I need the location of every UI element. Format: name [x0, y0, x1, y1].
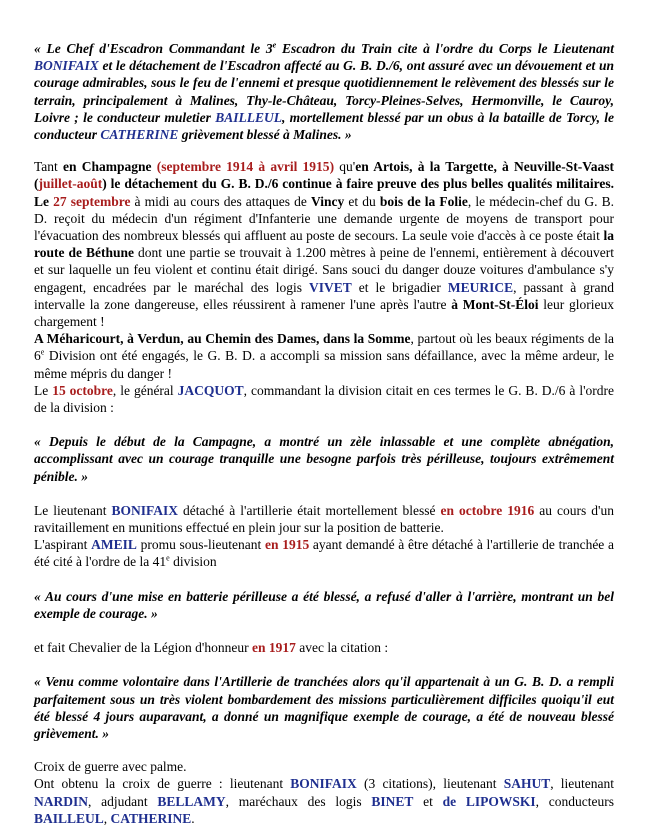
citation-legion-quote: « Venu comme volontaire dans l'Artillerie de tranchées alors qu'il appartenait à un G. B. D. a rempli parfaitement sous un très violent bombardement des missions particulièrement difficiles quoiqu'il eut été blessé 4 jours auparavant, a donné un magnifique exemple de courage, a été de nouveau blessé grièvement. » [34, 674, 614, 741]
text-run: , conducteurs [535, 793, 614, 809]
person-name: CATHERINE [100, 127, 179, 143]
person-name: BAILLEUL [215, 109, 282, 125]
text-run: , [315, 331, 323, 347]
person-name: BONIFAIX [290, 776, 357, 792]
text-run: Division ont été engagés, le G. B. D. a accompli sa mission sans défaillance, avec la même ardeur, le même mépris du danger ! [34, 348, 614, 381]
text-run: , [493, 159, 503, 175]
text-run: au cours d'un ravitaillement en munitions effectué en plein jour sur la position de batterie. [34, 502, 614, 536]
place-name: dans la Somme [322, 331, 411, 347]
text-run: , lieutenant [550, 776, 615, 792]
date-range: juillet-août [38, 176, 103, 192]
person-name: BAILLEUL [34, 810, 104, 826]
citation-division-quote: « Depuis le début de la Campagne, a montré un zèle inlassable et une complète abnégation, accomplissant avec un courage tranquille une besogne parfois très périlleuse, toujours extrêmement pénible. » [34, 434, 614, 484]
text-run: et le brigadier [351, 279, 448, 295]
place-name: Vincy [311, 193, 345, 209]
text-run: (3 citations), lieutenant [356, 776, 504, 792]
ameil-paragraph [34, 536, 614, 570]
text-run: . [191, 810, 195, 826]
person-name: NARDIN [34, 793, 88, 809]
person-name: BINET [371, 793, 414, 809]
text-run: , [180, 331, 188, 347]
text-run: Escadron du Train cite à l'ordre du Corps le Lieutenant [276, 41, 614, 56]
place-name: à Neuville-St-Vaast [502, 159, 615, 175]
person-name: de LIPOWSKI [442, 793, 536, 809]
place-name: au Chemin des Dames [187, 331, 316, 347]
citation-ameil-quote: « Au cours d'une mise en batterie périlleuse a été blessé, a refusé d'aller à l'arrière, montrant un bel exemple de courage. » [34, 588, 614, 621]
place-name: la route de Béthune [34, 228, 614, 261]
text-run: , le médecin-chef du G. B. D. reçoit du médecin d'un régiment d'Infanterie une demande urgente de moyens de transport pour l'évacuation des nombreux blessés qui affluent au poste de secours. La seule voie d'accès à ce poste était [34, 193, 614, 244]
place-name: bois de la Folie [379, 193, 468, 209]
jacquot-paragraph [34, 382, 614, 416]
text-run: ayant demandé à être détaché à l'artillerie de tranchée a été cité à l'ordre de la 41 [34, 537, 615, 570]
person-name: BELLAMY [157, 793, 226, 809]
text-run: L'aspirant [34, 537, 92, 553]
superscript: e [272, 40, 277, 50]
champagne-artois-paragraph [34, 158, 614, 330]
person-name: BONIFAIX [34, 58, 99, 74]
text-run: Tant [34, 159, 64, 175]
date-mark: ) [329, 159, 340, 175]
text-run: Ont obtenu la croix de guerre : lieutenant [34, 776, 291, 792]
croix-guerre-line: Croix de guerre avec palme. [34, 759, 187, 775]
text-run: leur glorieux chargement ! [34, 296, 614, 330]
text-run: , adjudant [88, 793, 158, 809]
person-name: MEURICE [447, 279, 514, 295]
text-run: Le [34, 382, 53, 398]
text-run: et [413, 793, 443, 809]
place-name: à Mont-St-Éloi [451, 296, 539, 312]
date: en octobre 1916 [440, 502, 535, 518]
date-range: septembre 1914 à avril 1915 [161, 159, 330, 175]
text-run: avec la citation : [295, 640, 389, 656]
bonifaix-paragraph [34, 502, 614, 536]
text-run: promu sous-lieutenant [136, 537, 265, 553]
croix-guerre-list-paragraph [34, 775, 614, 827]
person-name: VIVET [308, 279, 352, 295]
place-name: A Méharicourt [34, 331, 121, 347]
person-name: JACQUOT [177, 382, 244, 398]
text-run: grièvement blessé à Malines. » [178, 127, 352, 143]
text-run: détaché à l'artillerie était mortellement blessé [178, 502, 441, 518]
text-run: , [103, 810, 111, 826]
text-run: dont une partie se trouvait à 1.200 mètres à peine de l'ennemi, entièrement à découvert et sur laquelle un feu violent et continu était dirigé. Sans souci du danger douze voitures d'ambulance s'y engagent, encadrées par le maréchal des logis [34, 245, 614, 295]
superscript: e [166, 553, 170, 563]
date: 15 octobre [52, 382, 113, 398]
text-run: , maréchaux des logis [225, 793, 372, 809]
legion-honneur-paragraph [34, 639, 614, 656]
text-run: , passant à grand intervalle la zone dangereuse, elles réussirent à ramener l'une après l'autre [34, 279, 614, 312]
person-name: AMEIL [91, 537, 137, 553]
text-run: à midi au cours des attaques de [130, 193, 311, 209]
text-run: et du [344, 193, 380, 209]
citation-escadron-quote [34, 40, 614, 143]
person-name: SAHUT [503, 776, 551, 792]
text-run: , mortellement blessé par un obus à la bataille de Torcy, le conducteur [34, 109, 614, 143]
text-run: qu' [339, 159, 356, 175]
place-name: à Verdun [127, 331, 181, 347]
place-name: en Artois, à la Targette [355, 159, 494, 175]
text-run: division [169, 554, 217, 570]
person-name: BONIFAIX [111, 502, 179, 518]
text-run: et fait Chevalier de la Légion d'honneur [34, 640, 252, 656]
date: en 1915 [264, 537, 310, 553]
date-mark: ( [151, 159, 162, 175]
text-run: , le général [112, 382, 178, 398]
person-name: CATHERINE [110, 810, 192, 826]
date: en 1917 [251, 640, 296, 656]
date: 27 septembre [53, 193, 131, 209]
text-run: « Le Chef d'Escadron Commandant le 3 [34, 41, 273, 56]
place-name: en Champagne [63, 159, 152, 175]
text-run: , commandant la division citait en ces termes le G. B. D./6 à l'ordre de la division : [34, 382, 614, 416]
text-run: et le détachement de l'Escadron affecté au G. B. D./6, ont assuré avec un dévouement et un courage admirables, sous le feu de l'ennemi et presque quotidiennement le relèvement des blessés sur le terrain, principalement à Malines, Thy-le-Château, Torcy-Pleines-Selves, Hermonville, le Cauroy, Loivre ; le conducteur muletier [34, 58, 614, 125]
battles-paragraph [34, 330, 614, 382]
text-run: , [120, 331, 128, 347]
text-run: Le lieutenant [34, 502, 112, 518]
text-run: ) le détachement du G. B. D./6 continue à faire preuve des plus belles qualités militaires. Le [34, 176, 614, 209]
text-run: ( [34, 176, 39, 192]
superscript: e [40, 347, 45, 357]
text-run: , partout où les beaux régiments de la 6 [34, 331, 615, 364]
